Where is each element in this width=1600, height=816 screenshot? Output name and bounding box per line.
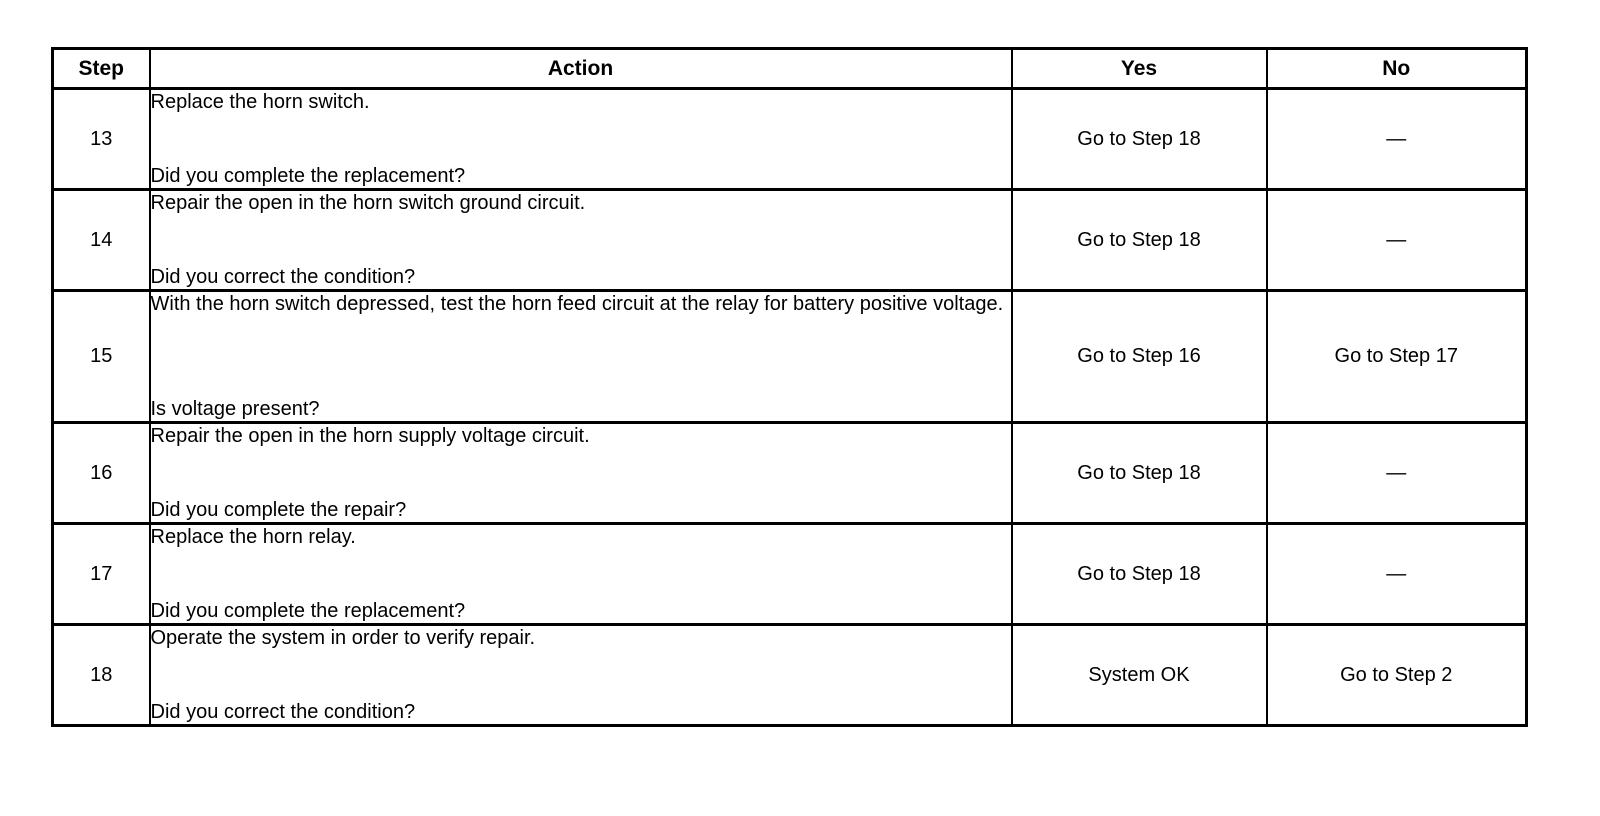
- step-number: 14: [53, 190, 150, 291]
- table-row: [53, 524, 1527, 625]
- no-result: —: [1267, 190, 1527, 291]
- action-question: Did you complete the replacement?: [150, 165, 466, 187]
- table-row: [53, 625, 1527, 726]
- table-row: [53, 89, 1527, 190]
- yes-result: Go to Step 18: [1012, 524, 1267, 625]
- yes-result: Go to Step 18: [1012, 190, 1267, 291]
- action-cell: [150, 89, 1012, 190]
- yes-result: Go to Step 18: [1012, 89, 1267, 190]
- header-no: No: [1267, 49, 1527, 89]
- action-question: Did you correct the condition?: [150, 701, 416, 723]
- yes-result: Go to Step 18: [1012, 423, 1267, 524]
- header-row: [53, 49, 1527, 89]
- action-instruction: Replace the horn switch.: [150, 91, 370, 113]
- yes-result: Go to Step 16: [1012, 291, 1267, 423]
- header-action: Action: [150, 49, 1012, 89]
- action-instruction: Repair the open in the horn supply voltage circuit.: [150, 425, 590, 447]
- action-cell: [150, 423, 1012, 524]
- action-cell: [150, 625, 1012, 726]
- no-result: Go to Step 17: [1267, 291, 1527, 423]
- action-instruction: Replace the horn relay.: [150, 526, 356, 548]
- step-number: 15: [53, 291, 150, 423]
- table-row: [53, 291, 1527, 423]
- header-yes: Yes: [1012, 49, 1267, 89]
- action-question: Is voltage present?: [150, 398, 320, 420]
- diagnostic-table: [51, 47, 1528, 727]
- step-number: 18: [53, 625, 150, 726]
- action-instruction: Operate the system in order to verify repair.: [150, 627, 536, 649]
- no-result: —: [1267, 524, 1527, 625]
- action-question: Did you complete the repair?: [150, 499, 407, 521]
- table-row: [53, 190, 1527, 291]
- step-number: 16: [53, 423, 150, 524]
- action-cell: [150, 291, 1012, 423]
- header-step: Step: [53, 49, 150, 89]
- action-cell: [150, 524, 1012, 625]
- action-instruction: Repair the open in the horn switch ground circuit.: [150, 192, 586, 214]
- action-instruction: With the horn switch depressed, test the horn feed circuit at the relay for battery positive voltage.: [150, 293, 1004, 315]
- no-result: Go to Step 2: [1267, 625, 1527, 726]
- no-result: —: [1267, 423, 1527, 524]
- step-number: 17: [53, 524, 150, 625]
- action-question: Did you correct the condition?: [150, 266, 416, 288]
- step-number: 13: [53, 89, 150, 190]
- action-cell: [150, 190, 1012, 291]
- no-result: —: [1267, 89, 1527, 190]
- table-row: [53, 423, 1527, 524]
- action-question: Did you complete the replacement?: [150, 600, 466, 622]
- yes-result: System OK: [1012, 625, 1267, 726]
